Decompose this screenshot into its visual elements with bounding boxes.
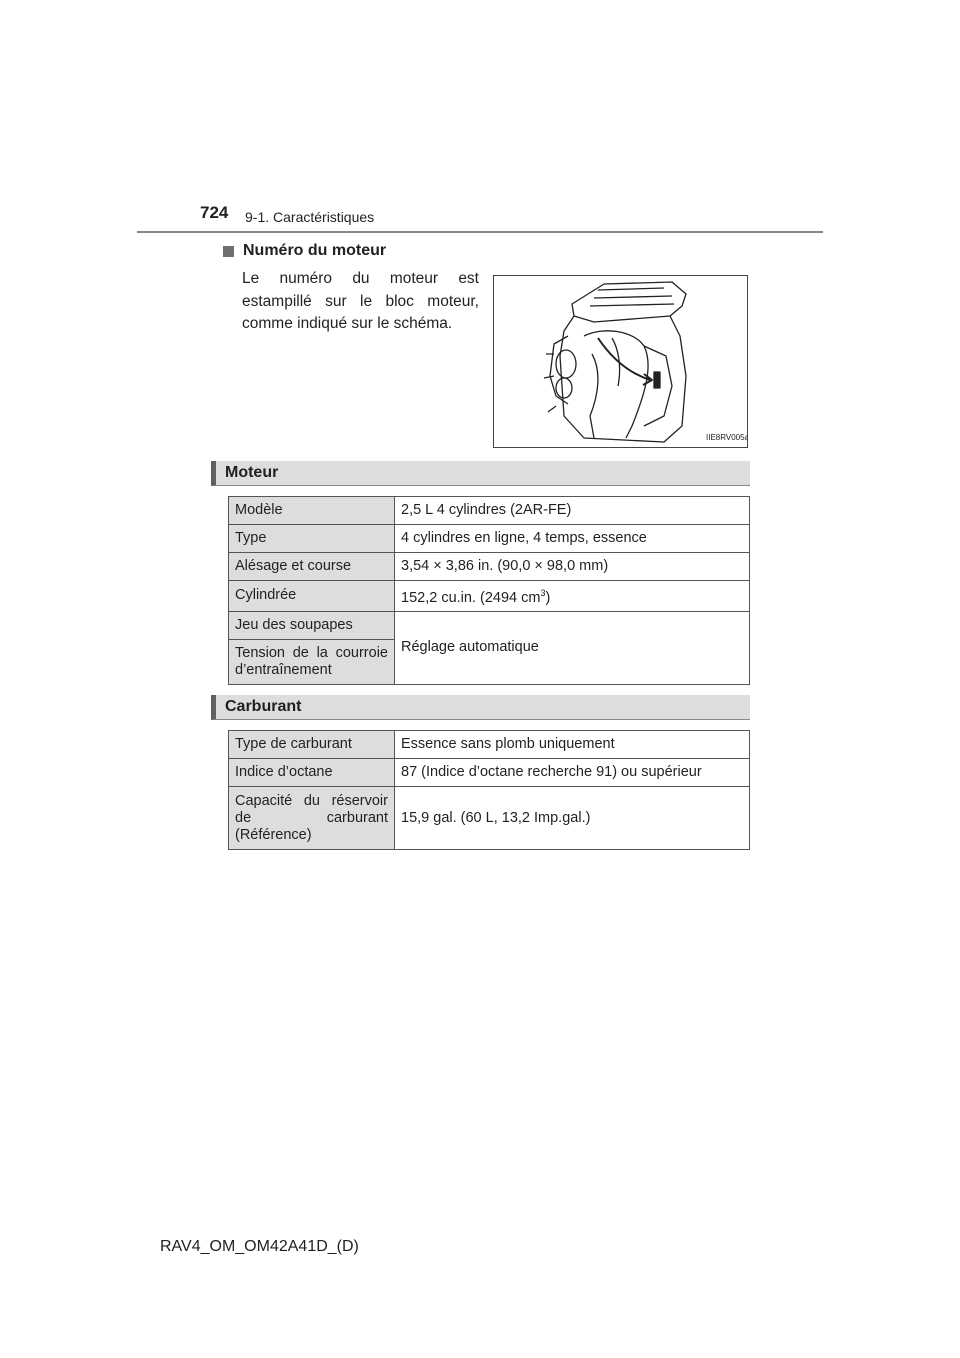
table-row: [229, 611, 750, 639]
engine-number-heading: [223, 242, 386, 260]
table-row: [229, 759, 750, 787]
row-label: Indice d’octane: [229, 759, 395, 787]
footer-doc-id: RAV4_OM_OM42A41D_(D): [160, 1238, 359, 1255]
row-label: Cylindrée: [229, 581, 395, 612]
chapter-title: 9-1. Caractéristiques: [245, 209, 375, 225]
row-label: Type de carburant: [229, 731, 395, 759]
row-label: Type: [229, 525, 395, 553]
row-label: Tension de la courroie d’entraînement: [229, 639, 395, 684]
square-bullet-icon: [223, 246, 234, 257]
carburant-table: [228, 730, 750, 850]
row-value: 4 cylindres en ligne, 4 temps, essence: [395, 525, 750, 553]
table-row: [229, 787, 750, 850]
header-rule: [137, 231, 823, 233]
row-value: 2,5 L 4 cylindres (2AR-FE): [395, 497, 750, 525]
row-value: 87 (Indice d’octane recherche 91) ou supérieur: [395, 759, 750, 787]
table-row: [229, 497, 750, 525]
row-value: 3,54 × 3,86 in. (90,0 × 98,0 mm): [395, 553, 750, 581]
carburant-title: Carburant: [225, 698, 302, 715]
row-label: Jeu des soupapes: [229, 611, 395, 639]
moteur-section-header: [211, 461, 750, 486]
row-value: Essence sans plomb uniquement: [395, 731, 750, 759]
moteur-title: Moteur: [225, 464, 279, 481]
row-value: [395, 581, 750, 612]
table-row: [229, 581, 750, 612]
row-label: Capacité du réservoir de carburant (Référence): [229, 787, 395, 850]
carburant-section-header: [211, 695, 750, 720]
engine-number-text: Le numéro du moteur est estampillé sur le bloc moteur, comme indiqué sur le schéma.: [242, 270, 479, 332]
engine-figure: [493, 275, 748, 448]
displacement-unit-superscript: 3: [540, 588, 546, 598]
displacement-value-end: ): [545, 589, 551, 606]
table-row: [229, 731, 750, 759]
table-row: [229, 553, 750, 581]
row-label: Alésage et course: [229, 553, 395, 581]
figure-code: IIE8RV005a: [706, 433, 747, 442]
engine-number-title: Numéro du moteur: [243, 242, 387, 259]
row-value: Réglage automatique: [395, 611, 750, 684]
row-value: 15,9 gal. (60 L, 13,2 Imp.gal.): [395, 787, 750, 850]
displacement-value: 152,2 cu.in. (2494 cm: [401, 589, 541, 606]
engine-illustration-icon: [494, 276, 747, 447]
table-row: [229, 525, 750, 553]
row-label: Modèle: [229, 497, 395, 525]
page-number: 724: [200, 203, 229, 222]
moteur-table: [228, 496, 750, 685]
